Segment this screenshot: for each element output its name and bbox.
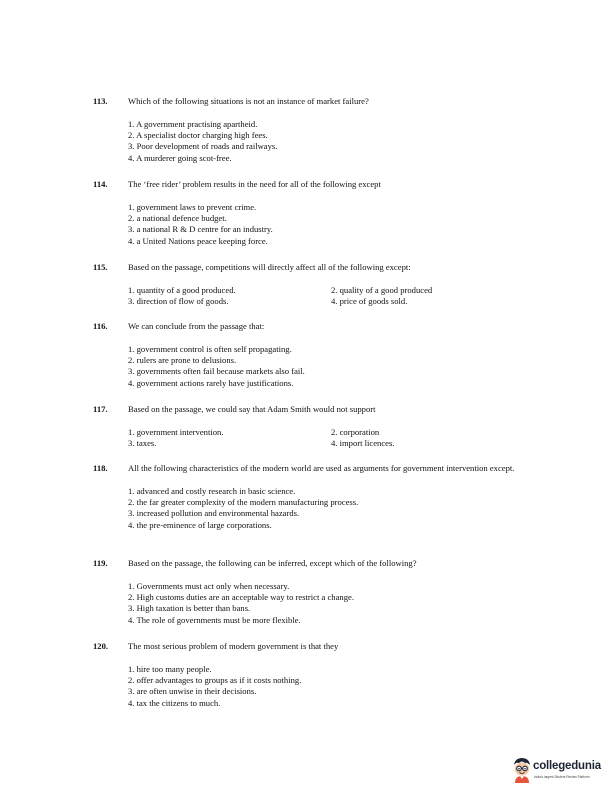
question-text: The ‘free rider’ problem results in the need for all of the following except — [128, 179, 381, 189]
option: 2. a national defence budget. — [128, 213, 227, 224]
option: 4. the pre-eminence of large corporations. — [128, 519, 272, 530]
question-118 — [93, 463, 555, 531]
question-117 — [93, 404, 555, 450]
option: 1. advanced and costly research in basic science. — [128, 486, 296, 496]
option: 4. The role of governments must be more flexible. — [128, 614, 301, 625]
option-list — [128, 486, 555, 531]
question-number: 113. — [93, 96, 108, 106]
option: 2. A specialist doctor charging high fees. — [128, 130, 268, 141]
question-114 — [93, 179, 555, 247]
option-list — [128, 344, 555, 389]
question-119 — [93, 558, 555, 626]
option: 4. A murderer going scot-free. — [128, 152, 232, 163]
option-list — [128, 202, 555, 247]
option: 3. are often unwise in their decisions. — [128, 686, 257, 697]
mascot-icon — [510, 756, 534, 784]
question-text: Which of the following situations is not an instance of market failure? — [128, 96, 369, 106]
option: 1. quantity of a good produced. — [128, 285, 236, 295]
collegedunia-logo — [510, 756, 610, 786]
option: 1. government intervention. — [128, 427, 224, 437]
option: 3. a national R & D centre for an industry. — [128, 224, 273, 235]
option-list — [128, 664, 555, 709]
question-number: 119. — [93, 558, 108, 568]
brand-name: collegedunia — [533, 760, 601, 772]
option: 2. High customs duties are an acceptable way to restrict a change. — [128, 592, 354, 603]
option-grid — [128, 285, 555, 308]
option: 3. governments often fail because markets also fail. — [128, 366, 305, 377]
option: 1. A government practising apartheid. — [128, 119, 258, 129]
option: 3. High taxation is better than bans. — [128, 603, 251, 614]
question-text: Based on the passage, competitions will directly affect all of the following except: — [128, 262, 411, 272]
question-number: 120. — [93, 641, 109, 651]
question-number: 114. — [93, 179, 108, 189]
option: 1. government control is often self propagating. — [128, 344, 292, 354]
option: 3. increased pollution and environmental hazards. — [128, 508, 300, 519]
option: 3. Poor development of roads and railways. — [128, 141, 278, 152]
option: 4. price of goods sold. — [331, 296, 408, 307]
question-number: 118. — [93, 463, 108, 473]
question-text: We can conclude from the passage that: — [128, 321, 265, 331]
option: 2. offer advantages to groups as if it costs nothing. — [128, 675, 302, 686]
question-text: Based on the passage, the following can be inferred, except which of the following? — [128, 558, 417, 568]
question-text: Based on the passage, we could say that Adam Smith would not support — [128, 404, 376, 414]
question-text: The most serious problem of modern government is that they — [128, 641, 339, 651]
question-number: 117. — [93, 404, 108, 414]
option: 2. quality of a good produced — [331, 285, 433, 295]
option: 1. Governments must act only when necessary. — [128, 581, 290, 591]
question-number: 116. — [93, 321, 108, 331]
option: 2. rulers are prone to delusions. — [128, 355, 237, 366]
option: 4. a United Nations peace keeping force. — [128, 235, 268, 246]
question-120 — [93, 641, 555, 709]
option: 1. government laws to prevent crime. — [128, 202, 257, 212]
option-list — [128, 581, 555, 626]
option: 3. direction of flow of goods. — [128, 296, 229, 307]
option: 2. corporation — [331, 427, 380, 437]
option: 3. taxes. — [128, 438, 157, 449]
option-list — [128, 119, 555, 164]
question-115 — [93, 262, 555, 308]
question-116 — [93, 321, 555, 389]
option-grid — [128, 427, 555, 450]
brand-tagline: India's largest Student Review Platform — [534, 775, 590, 779]
question-113 — [93, 96, 555, 164]
option: 4. tax the citizens to much. — [128, 697, 221, 708]
option: 2. the far greater complexity of the modern manufacturing process. — [128, 497, 359, 508]
option: 4. government actions rarely have justifications. — [128, 377, 294, 388]
option: 1. hire too many people. — [128, 664, 212, 674]
option: 4. import licences. — [331, 438, 395, 449]
question-text: All the following characteristics of the modern world are used as arguments for government intervention except. — [128, 463, 515, 473]
question-number: 115. — [93, 262, 108, 272]
